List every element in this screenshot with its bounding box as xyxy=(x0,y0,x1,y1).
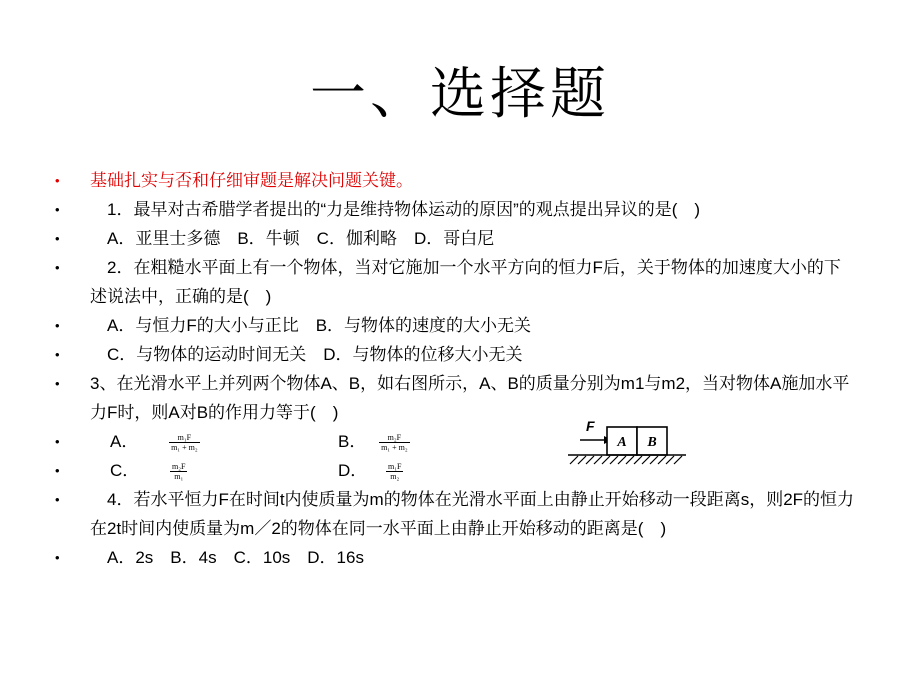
fraction-a xyxy=(169,433,200,452)
bullet-text: A．2s B．4s C．10s D．16s xyxy=(90,548,364,567)
option-b xyxy=(338,427,410,456)
bullet-icon: • xyxy=(55,463,60,478)
fraction-c xyxy=(170,462,187,481)
bullet-icon: • xyxy=(55,202,60,217)
bullet-text: 3、在光滑水平上并列两个物体A、B，如右图所示，A、B的质量分别为m1与m2，当对物体A施加水平力F时，则A对B的作用力等于( ) xyxy=(90,374,850,422)
option-a-label: A． xyxy=(110,432,139,451)
fraction-b-denominator: m₁ + m₂ xyxy=(381,443,408,453)
bullet-icon: • xyxy=(55,260,60,275)
option-a xyxy=(110,427,200,456)
fraction-d-denominator: m₂ xyxy=(390,472,400,482)
fraction-a-denominator: m₁ + m₂ xyxy=(171,443,198,453)
bullet-icon: • xyxy=(55,347,60,362)
question-2 xyxy=(55,253,855,311)
force-label: F xyxy=(586,418,595,434)
option-c-label: C． xyxy=(110,461,140,480)
question-4-options xyxy=(55,543,855,572)
fraction-c-numerator: m₂F xyxy=(172,462,186,472)
bullet-icon: • xyxy=(55,434,60,449)
bullet-text: A．亚里士多德 B．牛顿 C．伽利略 D．哥白尼 xyxy=(90,229,495,248)
bullet-icon: • xyxy=(55,376,60,391)
question-3 xyxy=(55,369,855,427)
option-c xyxy=(110,456,187,485)
bullet-list xyxy=(55,166,855,572)
bullet-key-note xyxy=(55,166,855,195)
bullet-text: 4．若水平恒力F在时间t内使质量为m的物体在光滑水平面上由静止开始移动一段距离s，则2F的恒力在2t时间内使质量为m／2的物体在同一水平面上由静止开始移动的距离是( ) xyxy=(90,490,855,538)
option-b-label: B． xyxy=(338,432,367,451)
fraction-a-numerator: m₁F xyxy=(169,433,200,443)
question-2-options-ab xyxy=(55,311,855,340)
bullet-text: 1．最早对古希腊学者提出的“力是维持物体运动的原因”的观点提出异议的是( ) xyxy=(90,200,701,219)
bullet-icon: • xyxy=(55,550,60,565)
blocks-diagram xyxy=(566,418,690,470)
question-1 xyxy=(55,195,855,224)
fraction-d-numerator: m₁F xyxy=(388,462,402,472)
fraction-c-denominator: m₁ xyxy=(174,472,184,482)
bullet-icon: • xyxy=(55,231,60,246)
ground-hatching xyxy=(570,456,682,464)
question-4 xyxy=(55,485,855,543)
question-3-options-cd xyxy=(55,456,855,485)
question-2-options-cd xyxy=(55,340,855,369)
bullet-text: 2．在粗糙水平面上有一个物体，当对它施加一个水平方向的恒力F后，关于物体的加速度大小的下述说法中，正确的是( ) xyxy=(90,258,841,306)
bullet-icon: • xyxy=(55,492,60,507)
bullet-text: 基础扎实与否和仔细审题是解决问题关键。 xyxy=(90,171,413,190)
bullet-icon: • xyxy=(55,173,60,188)
bullet-text: C．与物体的运动时间无关 D．与物体的位移大小无关 xyxy=(90,345,523,364)
slide-title: 一、选择题 xyxy=(310,62,610,127)
block-a-label: A xyxy=(617,435,627,450)
bullet-text: A．与恒力F的大小与正比 B．与物体的速度的大小无关 xyxy=(90,316,532,335)
fraction-d xyxy=(386,462,403,481)
bullet-icon: • xyxy=(55,318,60,333)
fraction-b-numerator: m₂F xyxy=(379,433,410,443)
question-3-options-ab xyxy=(55,427,855,456)
block-b-label: B xyxy=(647,435,657,450)
question-1-options xyxy=(55,224,855,253)
fraction-b xyxy=(379,433,410,452)
option-d-label: D． xyxy=(338,461,368,480)
option-d xyxy=(338,456,403,485)
